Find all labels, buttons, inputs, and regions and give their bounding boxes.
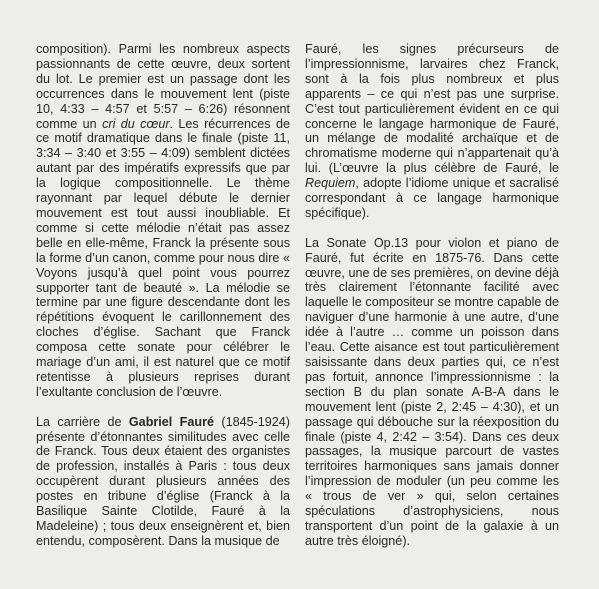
italic-text: Requiem bbox=[305, 176, 356, 191]
left-column bbox=[36, 42, 290, 549]
text-segment: La carrière de bbox=[36, 414, 129, 429]
text-segment: composition). Parmi les nombreux aspects passionnants de cette œuvre, deux sortent du lot. Le premier est un passage dont les occurrences dans le mouvement lent (piste 10, 4:33 – 4:57 et 5:57 – 6:26) résonnent comme un bbox=[36, 42, 290, 131]
text-segment: . Les récurrences de ce motif dramatique dans le finale (piste 11, 3:34 – 3:40 et 3:55 – 4:09) semblent dictées autant par des impératifs expressifs que par la logique compositionnelle. Le thème rayonnant par lequel débute le dernier mouvement est tout aussi inoubliable. Et comme si cette mélodie n’était pas assez belle en elle-même, Franck la présente sous la forme d’un canon, comme pour nous dire « Voyons jusqu’à quel point vous pourrez supporter tant de beauté ». La mélodie se termine par une figure descendante dont les répétitions évoquent le carillonnement des cloches d’église. Sachant que Franck composa cette sonate pour célébrer le mariage d’un ami, il est naturel que ce motif retentisse à plusieurs reprises durant l’exultante conclusion de l’œuvre. bbox=[36, 116, 290, 399]
text-segment: , adopte l’idiome unique et sacralisé correspondant à ce langage harmonique spécifique). bbox=[305, 176, 559, 220]
paragraph-faure-career bbox=[36, 415, 290, 549]
text-segment: Fauré, les signes précurseurs de l’impressionnisme, larvaires chez Franck, sont à la fois plus nombreux et plus apparents – ce qui n’est pas une surprise. C’est tout particulièrement évident en ce qui concerne le langage harmonique de Fauré, un mélange de modalité archaïque et de chromatisme moderne qui n’appartenait qu’à lui. (L’œuvre la plus célèbre de Fauré, le bbox=[305, 42, 559, 176]
composer-name: Gabriel Fauré bbox=[128, 414, 214, 429]
text-segment: La Sonate Op.13 pour violon et piano de Fauré, fut écrite en 1875-76. Dans cette œuvre, une de ses premières, on devine déjà très clairement l’étonnante facilité avec laquelle le compositeur se montre capable de naviguer d’une harmonie à une autre, d’une idée à l’autre … comme un poisson dans l’eau. Cette aisance est tout particulièrement saisissante dans deux parties qui, ce n’est pas fortuit, annonce l’impressionnisme : la section B du plan sonate A-B-A dans le mouvement lent (piste 2, 2:45 – 4:30), et un passage qui débouche sur la réexposition du finale (piste 4, 2:42 – 3:54). Dans ces deux passages, la musique parcourt de vastes territoires harmoniques sans jamais donner l’impression de moduler (un peu comme les « trous de ver » qui, selon certaines spéculations d’astrophysiciens, nous transportent d’un point de la galaxie à un autre très éloigné). bbox=[305, 235, 559, 548]
paragraph-faure-sonata bbox=[305, 236, 559, 549]
text-segment: (1845-1924) présente d’étonnantes similitudes avec celle de Franck. Tous deux étaient des organistes de profession, installés à Paris : tous deux occupèrent durant plusieurs années des postes en tribune d’église (Franck à la Basilique Sainte Clotilde, Fauré à la Madeleine) ; tous deux enseignèrent et, bien entendu, composèrent. Dans la musique de bbox=[36, 414, 290, 548]
paragraph-franck-sonata bbox=[36, 42, 290, 400]
paragraph-faure-harmony bbox=[305, 42, 559, 221]
italic-text: cri du cœur bbox=[102, 116, 170, 131]
right-column bbox=[305, 42, 559, 549]
